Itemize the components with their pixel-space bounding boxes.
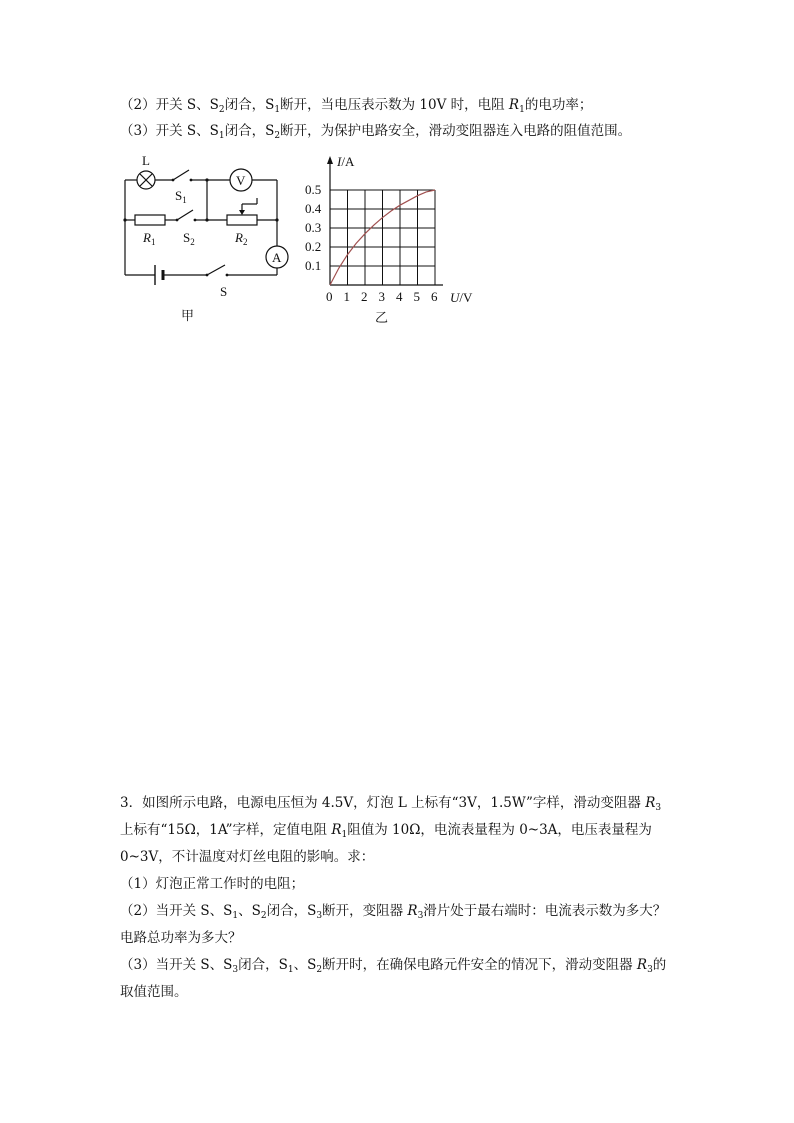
switch-s-label: S — [220, 284, 228, 299]
chart-ticks — [305, 182, 438, 304]
switch-s1-label: $S_1$ — [175, 188, 187, 205]
q3-line4: （1）灯泡正常工作时的电阻； — [120, 876, 305, 892]
ammeter-label: A — [272, 250, 282, 265]
iu-chart — [305, 150, 490, 330]
chart-caption: 乙 — [375, 310, 389, 325]
y-axis-arrow — [327, 156, 333, 164]
chart-grid — [330, 190, 435, 285]
x-tick-label: 5 — [413, 289, 420, 304]
q3-line2: 上标有“15Ω，1A”字样，定值电阻 $R_1$阻值为 10Ω，电流表量程为 0~3A，电压表量程为 — [120, 822, 652, 840]
switch-s-blade — [207, 265, 225, 275]
circuit-diagram — [115, 148, 305, 328]
rheostat-r2-label: $R_2$ — [235, 230, 248, 247]
x-tick-label: 3 — [378, 289, 385, 304]
x-tick-label: 2 — [361, 289, 368, 304]
switch-s2-blade — [177, 210, 193, 220]
q3-line3: 0~3V，不计温度对灯丝电阻的影响。求： — [120, 849, 375, 865]
q2-part3-text: （3）开关 S、$S_1$闭合，$S_2$断开，为保护电路安全，滑动变阻器连入电路的阻值范围。 — [120, 123, 632, 141]
lamp-label: L — [142, 153, 150, 168]
y-tick-label: 0.4 — [305, 201, 322, 216]
resistor-r1 — [135, 215, 165, 225]
y-tick-label: 0.5 — [305, 182, 322, 197]
q2-part2-text: （2）开关 S、$S_2$闭合，$S_1$断开，当电压表示数为 10V 时，电阻 $R_1$的电功率； — [120, 97, 593, 115]
circuit-caption: 甲 — [181, 308, 195, 323]
voltmeter-label: V — [236, 173, 246, 188]
q3-line1: 3．如图所示电路，电源电压恒为 4.5V，灯泡 L 上标有“3V，1.5W”字样，滑动变阻器 $R_3$ — [120, 795, 662, 813]
q3-line5: （2）当开关 S、$S_1$、$S_2$闭合，$S_3$断开，变阻器 $R_3$滑片处于最右端时：电流表示数为多大？ — [120, 903, 667, 921]
resistor-r1-label: $R_1$ — [143, 230, 156, 247]
switch-s2-label: $S_2$ — [183, 230, 195, 247]
x-tick-label: 6 — [431, 289, 438, 304]
x-tick-label: 1 — [343, 289, 350, 304]
y-tick-label: 0.1 — [305, 258, 322, 273]
y-tick-label: 0.2 — [305, 239, 322, 254]
chart-y-label: I/A — [337, 154, 355, 169]
chart-x-label: U/V — [450, 290, 473, 305]
q3-line7: （3）当开关 S、$S_3$闭合，$S_1$、$S_2$断开时，在确保电路元件安全的情况下，滑动变阻器 $R_3$的 — [120, 957, 667, 975]
switch-s1-blade — [173, 170, 189, 180]
x-tick-label: 4 — [396, 289, 403, 304]
y-tick-label: 0.3 — [305, 220, 322, 235]
q3-line8: 取值范围。 — [120, 984, 188, 1000]
x-tick-label: 0 — [326, 289, 333, 304]
q3-line6: 电路总功率为多大？ — [120, 930, 242, 946]
rheostat-r2 — [227, 215, 257, 225]
